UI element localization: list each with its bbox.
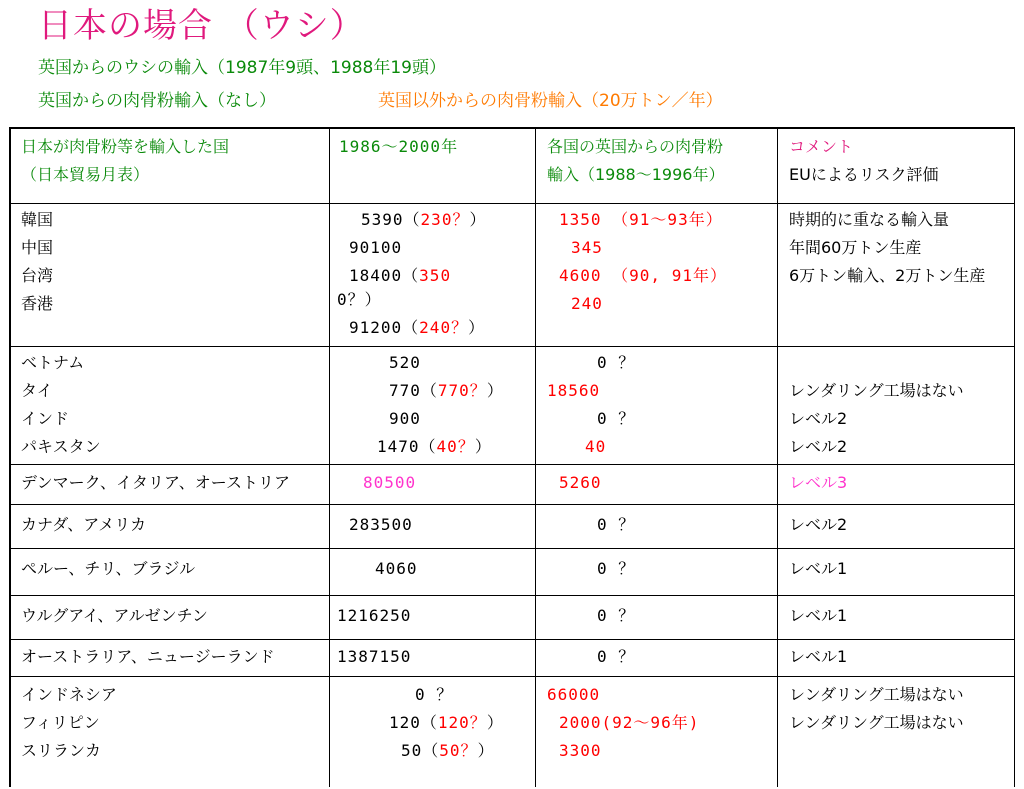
header-countries: 日本が肉骨粉等を輸入した国 （日本貿易月表） — [21, 137, 230, 184]
import-values: 0 ？ 120（120？） 50（50？） — [389, 685, 504, 760]
uk-import-value: 5260 — [559, 473, 602, 492]
country-list: デンマーク、イタリア、オーストリア — [21, 473, 290, 492]
uk-import-values: 1350 （91～93年） 345 4600 （90, 91年） 240 — [559, 210, 727, 313]
import-value: 283500 — [349, 515, 413, 534]
subtitle-uk-cattle-imports: 英国からのウシの輸入（1987年9頭、1988年19頭） — [38, 58, 446, 78]
uk-import-values: 0 ？ 18560 0 ？ 40 — [547, 353, 636, 456]
country-list: カナダ、アメリカ — [21, 515, 147, 534]
subtitle-uk-meal-imports: 英国からの肉骨粉輸入（なし） — [38, 91, 276, 111]
import-value: 80500 — [363, 473, 417, 492]
page-title: 日本の場合 （ウシ） — [38, 6, 365, 46]
header-comment: コメント EUによるリスク評価 — [789, 137, 939, 184]
import-value: 1387150 — [337, 647, 412, 666]
header-uk-imports: 各国の英国からの肉骨粉 輸入（1988～1996年） — [547, 137, 725, 184]
country-list: ベトナム タイ インド パキスタン — [21, 353, 101, 456]
table-row — [11, 347, 1015, 465]
comment: レベル1 — [789, 606, 848, 625]
table-header-row — [11, 129, 1015, 204]
import-values: 5390（230？） 90100 18400（350 0？） 91200（240？） — [337, 210, 487, 337]
comment-list: 時期的に重なる輸入量 年間60万トン生産 6万トン輸入、2万トン生産 — [789, 210, 986, 285]
uk-import-value: 0 ？ — [597, 515, 636, 534]
country-list: ウルグアイ、アルゼンチン — [21, 606, 208, 625]
uk-import-value: 0 ？ — [597, 559, 636, 578]
table-row — [11, 640, 1015, 677]
subtitle-non-uk-meal-imports: 英国以外からの肉骨粉輸入（20万トン／年） — [378, 91, 723, 111]
import-values: 520 770（770？） 900 1470（40？） — [377, 353, 504, 456]
comment: レベル1 — [789, 559, 848, 578]
comment-list: レンダリング工場はない レベル2 レベル2 — [789, 381, 964, 456]
comment: レベル1 — [789, 647, 848, 666]
uk-import-value: 0 ？ — [597, 647, 636, 666]
header-period: 1986～2000年 — [339, 137, 459, 156]
uk-import-value: 0 ？ — [597, 606, 636, 625]
import-value: 4060 — [375, 559, 418, 578]
comment: レベル2 — [789, 515, 848, 534]
comment: レベル3 — [789, 473, 848, 492]
country-list: インドネシア フィリピン スリランカ — [21, 685, 117, 760]
country-list: オーストラリア、ニュージーランド — [21, 647, 275, 666]
table-row — [11, 465, 1015, 505]
uk-import-values: 66000 2000(92～96年) 3300 — [547, 685, 700, 760]
table-row — [11, 677, 1015, 789]
table-row — [11, 505, 1015, 549]
country-list: ペルー、チリ、ブラジル — [21, 559, 196, 578]
import-table — [9, 127, 1015, 787]
table-row — [11, 549, 1015, 596]
country-list: 韓国 中国 台湾 香港 — [21, 210, 54, 313]
table-row — [11, 596, 1015, 640]
table-row — [11, 204, 1015, 347]
comment-list: レンダリング工場はない レンダリング工場はない — [789, 685, 964, 732]
import-value: 1216250 — [337, 606, 412, 625]
